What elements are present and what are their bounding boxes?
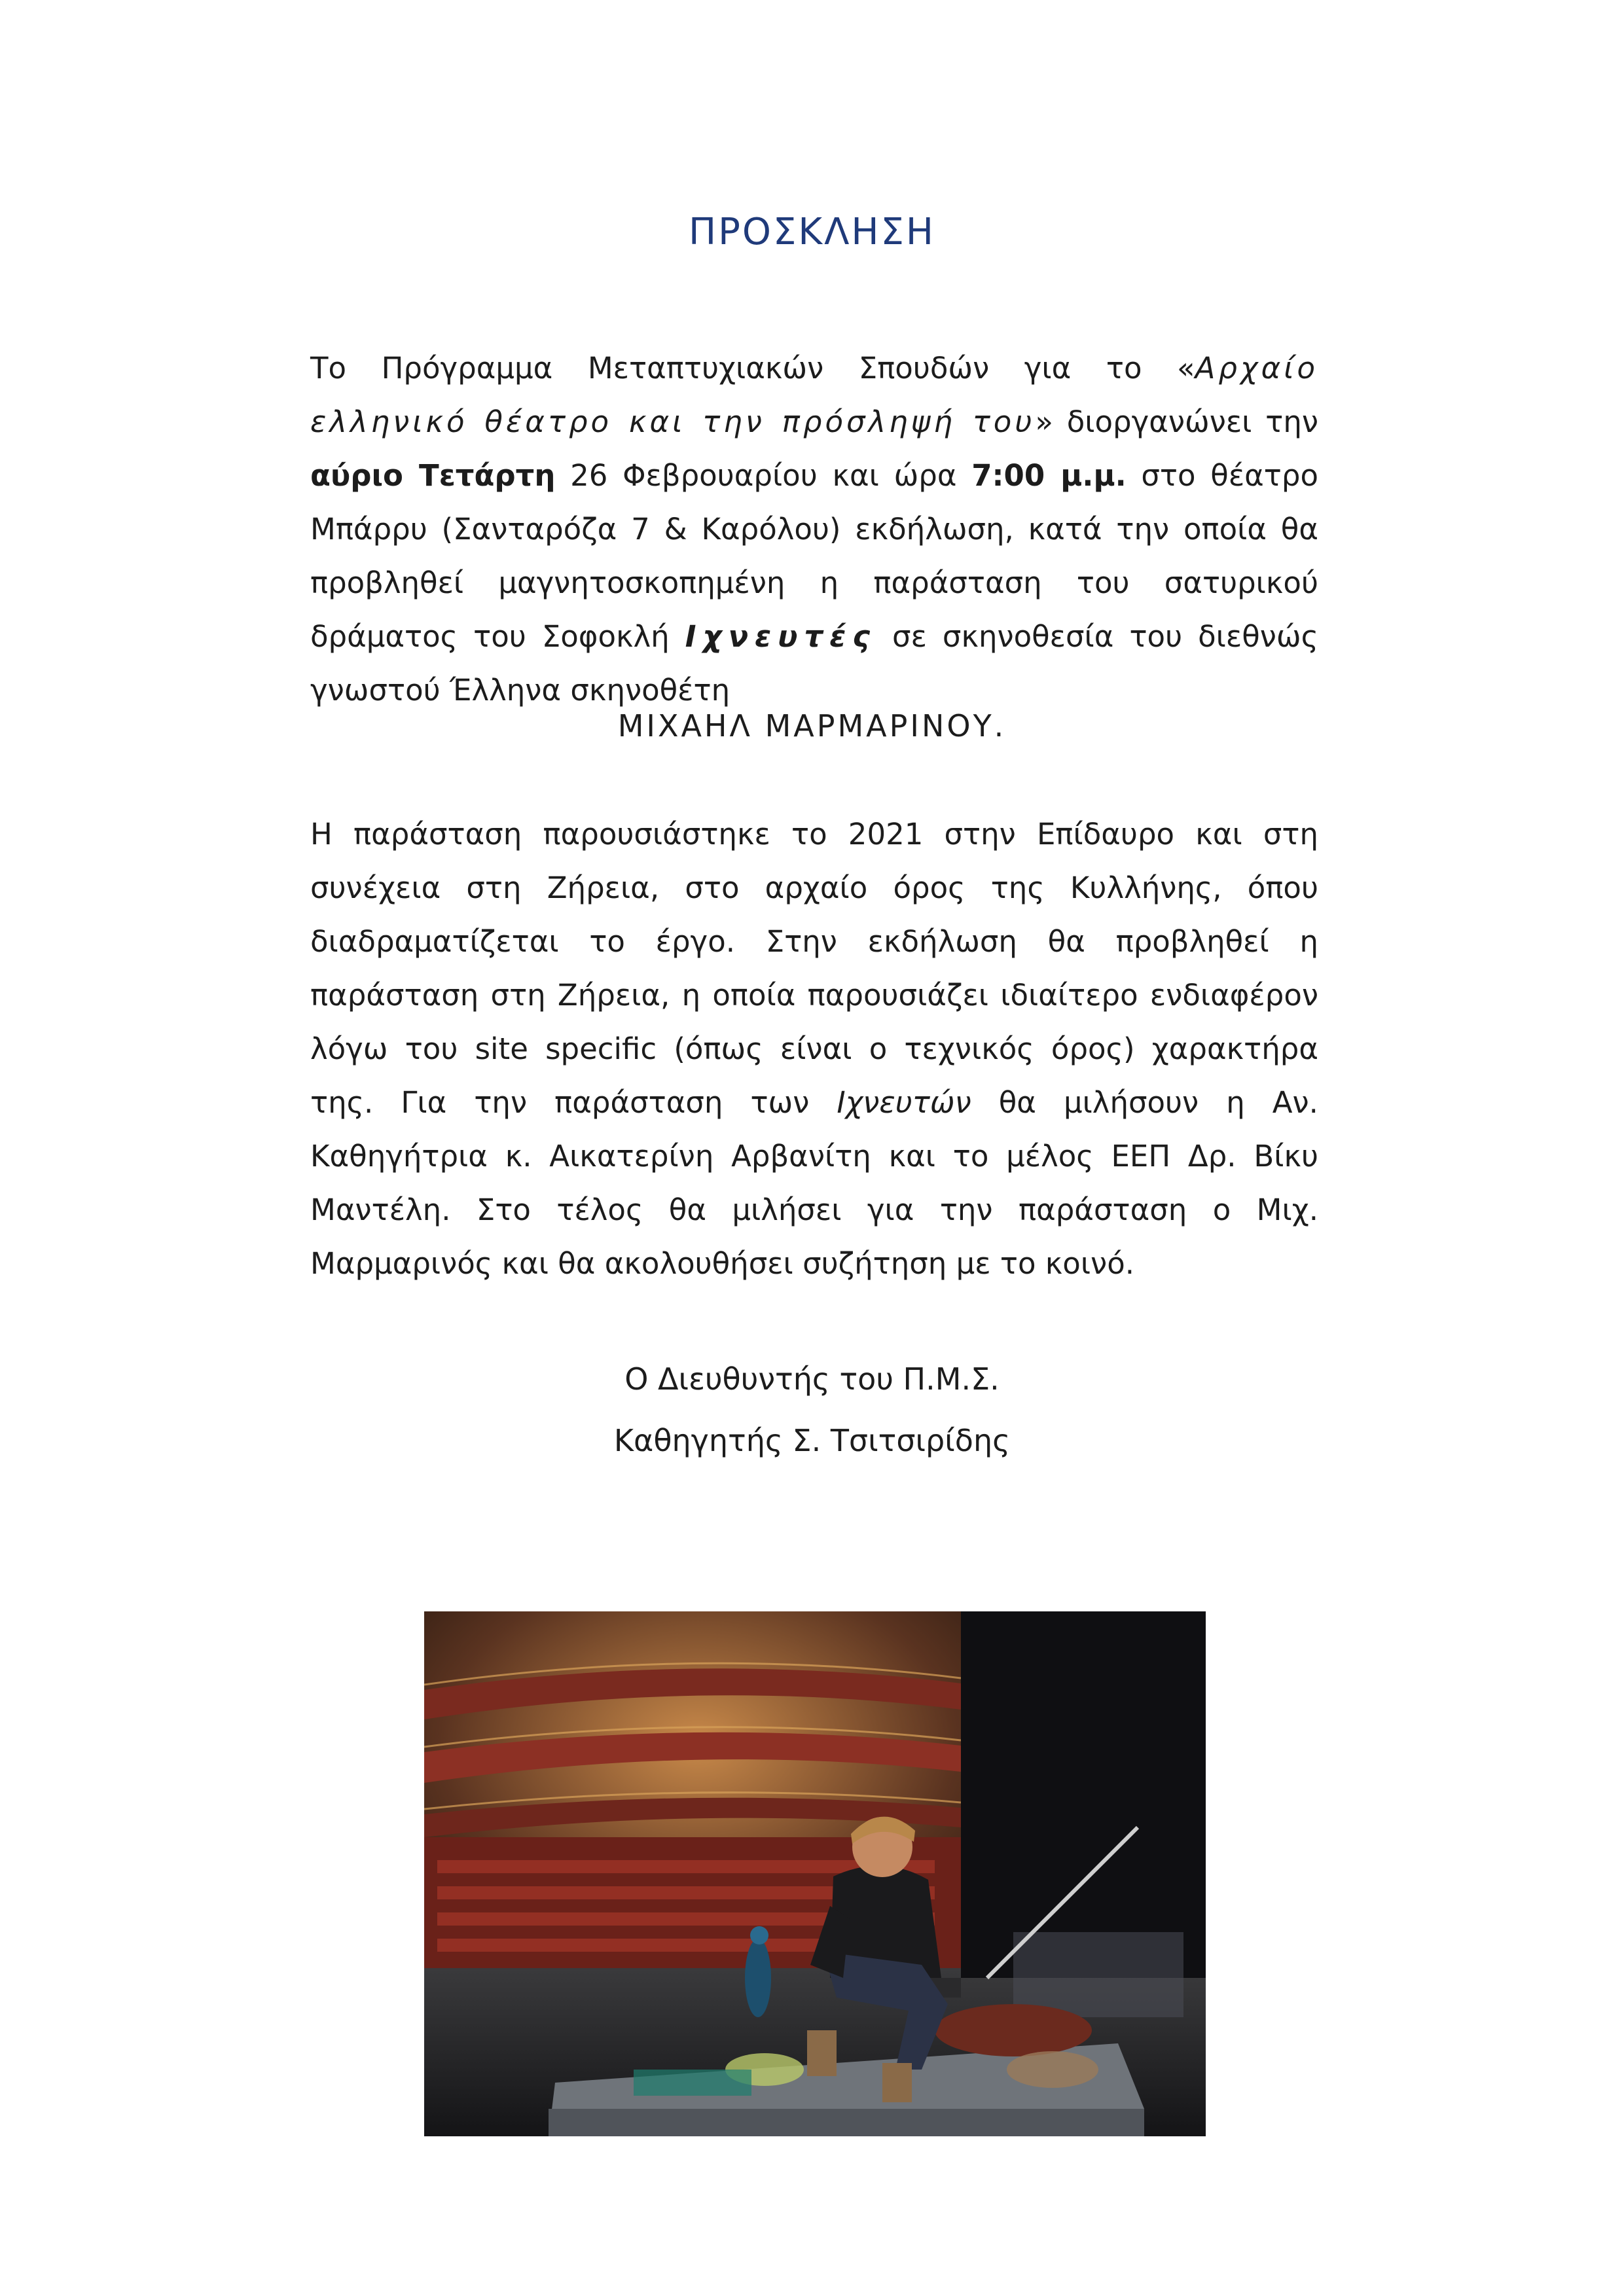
intro-text-4: στο θέατρο Μπάρρυ (Σανταρόζα 7 & Καρόλου) εκδήλωση, κατά την οποία θα προβληθεί μαγνητοσκοπημένη η παράσταση του σατυρικού δράματος του Σοφοκλή <box>310 458 1318 654</box>
signature-title: Ο Διευθυντής του Π.Μ.Σ. <box>624 1361 1000 1397</box>
director-name: ΜΙΧΑΗΛ ΜΑΡΜΑΡΙΝΟΥ. <box>617 708 1007 744</box>
program-title: Αρχαίο ελληνικό θέατρο και την πρόσληψή του <box>310 351 1318 439</box>
intro-text-5: σε σκηνοθεσία του διεθνώς γνωστού Έλληνα σκηνοθέτη <box>310 619 1318 708</box>
body-text-2: θα μιλήσουν η Αν. Καθηγήτρια κ. Αικατερίνη Αρβανίτη και το μέλος ΕΕΠ Δρ. Βίκυ Μαντέλη. Στο τέλος θα μιλήσει για την παράσταση ο Μιχ. Μαρμαρινός και θα ακολουθήσει συζήτηση με το κοινό. <box>310 1085 1318 1281</box>
intro-text-1: Το Πρόγραμμα Μεταπτυχιακών Σπουδών για το « <box>310 351 1195 386</box>
theater-photo <box>424 1611 1206 2136</box>
body-text-1: Η παράσταση παρουσιάστηκε το 2021 στην Επίδαυρο και στη συνέχεια στη Ζήρεια, στο αρχαίο όρος της Κυλλήνης, όπου διαδραματίζεται το έργο. Στην εκδήλωση θα προβληθεί η παράσταση στη Ζήρεια, η οποία παρουσιάζει ιδιαίτερο ενδιαφέρον λόγω του site specific (όπως είναι ο τεχνικός όρος) χαρακτήρα της. Για την παράσταση των <box>310 817 1318 1120</box>
signature-name: Καθηγητής Σ. Τσιτσιρίδης <box>613 1423 1011 1458</box>
event-day: αύριο Τετάρτη <box>310 458 556 493</box>
intro-text-3: 26 Φεβρουαρίου και ώρα <box>555 458 972 493</box>
event-time: 7:00 μ.μ. <box>971 458 1127 493</box>
intro-text-2: » διοργανώνει την <box>1035 404 1319 439</box>
intro-paragraph <box>310 342 1318 717</box>
page-title: ΠΡΟΣΚΛΗΣΗ <box>689 211 935 253</box>
play-title-genitive: Ιχνευτών <box>837 1085 971 1120</box>
play-title: Ιχνευτές <box>685 619 877 654</box>
body-paragraph <box>310 808 1318 1291</box>
